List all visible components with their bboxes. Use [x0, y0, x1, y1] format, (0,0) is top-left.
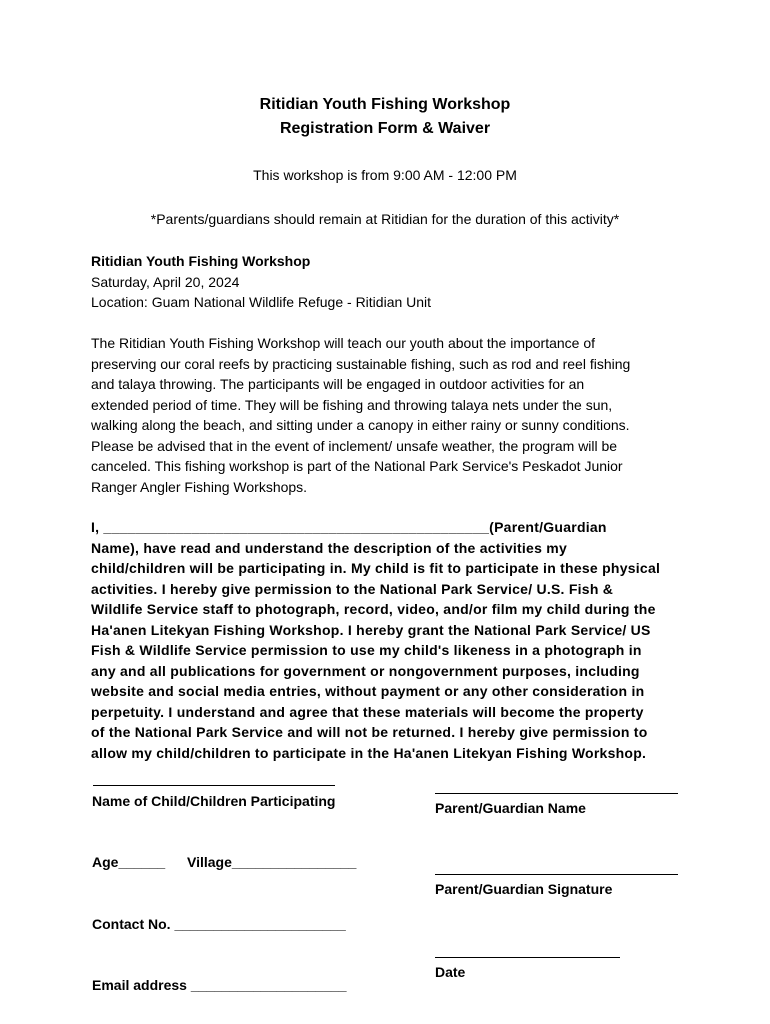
parent-notice: *Parents/guardians should remain at Ritidian for the duration of this activity*: [150, 211, 620, 227]
description-line: preserving our coral reefs by practicing sustainable fishing, such as rod and reel fishing: [91, 355, 631, 372]
description-line: and talaya throwing. The participants will be engaged in outdoor activities for an: [91, 376, 585, 392]
description-line: extended period of time. They will be fishing and throwing talaya nets under the sun,: [91, 396, 613, 413]
parent-name-label: Parent/Guardian Name: [435, 800, 586, 816]
description-line: Ranger Angler Fishing Workshops.: [91, 478, 308, 495]
waiver-statement: [91, 517, 691, 763]
email-address-field[interactable]: Email address ____________________: [92, 977, 347, 993]
waiver-line: of the National Park Service and will not be returned. I hereby give permission to: [91, 724, 648, 740]
workshop-hours: This workshop is from 9:00 AM - 12:00 PM: [253, 167, 517, 183]
document-title: [0, 93, 770, 141]
event-date: Saturday, April 20, 2024: [91, 273, 240, 290]
waiver-line: Name), have read and understand the description of the activities my: [91, 539, 568, 556]
description-line: walking along the beach, and sitting under a canopy in either rainy or sunny conditions.: [91, 417, 630, 433]
event-name: Ritidian Youth Fishing Workshop: [91, 253, 311, 269]
waiver-line: child/children will be participating in. My child is fit to participate in these physical: [91, 560, 661, 576]
child-name-label: Name of Child/Children Participating: [92, 793, 336, 809]
workshop-description: [91, 333, 691, 497]
waiver-line: Fish & Wildlife Service permission to use my child's likeness in a photograph in: [91, 642, 642, 658]
waiver-line: activities. I hereby give permission to the National Park Service/ U.S. Fish &: [91, 580, 614, 597]
waiver-line: Wildlife Service staff to photograph, record, video, and/or film my child during the: [91, 601, 656, 617]
date-label: Date: [435, 964, 466, 980]
description-line: The Ritidian Youth Fishing Workshop will teach our youth about the importance of: [91, 335, 596, 351]
waiver-line: Ha'anen Litekyan Fishing Workshop. I hereby grant the National Park Service/ US: [91, 621, 651, 638]
contact-number-field[interactable]: Contact No. ______________________: [92, 916, 346, 932]
child-name-line[interactable]: [93, 785, 335, 786]
event-location: Location: Guam National Wildlife Refuge - Ritidian Unit: [91, 294, 432, 310]
parent-name-line[interactable]: [435, 793, 678, 794]
waiver-line: I, ________________________________________________(Parent/Guardian: [91, 519, 607, 535]
title-line-1: Ritidian Youth Fishing Workshop: [259, 96, 511, 113]
waiver-line: perpetuity. I understand and agree that these materials will become the property: [91, 703, 644, 720]
event-info: [91, 251, 431, 313]
title-line-2: Registration Form & Waiver: [279, 120, 491, 137]
age-field[interactable]: Age______: [92, 854, 166, 870]
waiver-line: allow my child/children to participate in the Ha'anen Litekyan Fishing Workshop.: [91, 744, 647, 761]
date-line[interactable]: [435, 957, 620, 958]
description-line: Please be advised that in the event of inclement/ unsafe weather, the program will be: [91, 437, 618, 454]
waiver-line: any and all publications for government or nongovernment purposes, including: [91, 662, 640, 679]
waiver-line: website and social media entries, without payment or any other consideration in: [91, 683, 645, 699]
village-field[interactable]: Village________________: [187, 854, 357, 870]
parent-signature-label: Parent/Guardian Signature: [435, 881, 613, 897]
description-line: canceled. This fishing workshop is part of the National Park Service's Peskadot Junior: [91, 458, 623, 474]
parent-signature-line[interactable]: [435, 874, 678, 875]
